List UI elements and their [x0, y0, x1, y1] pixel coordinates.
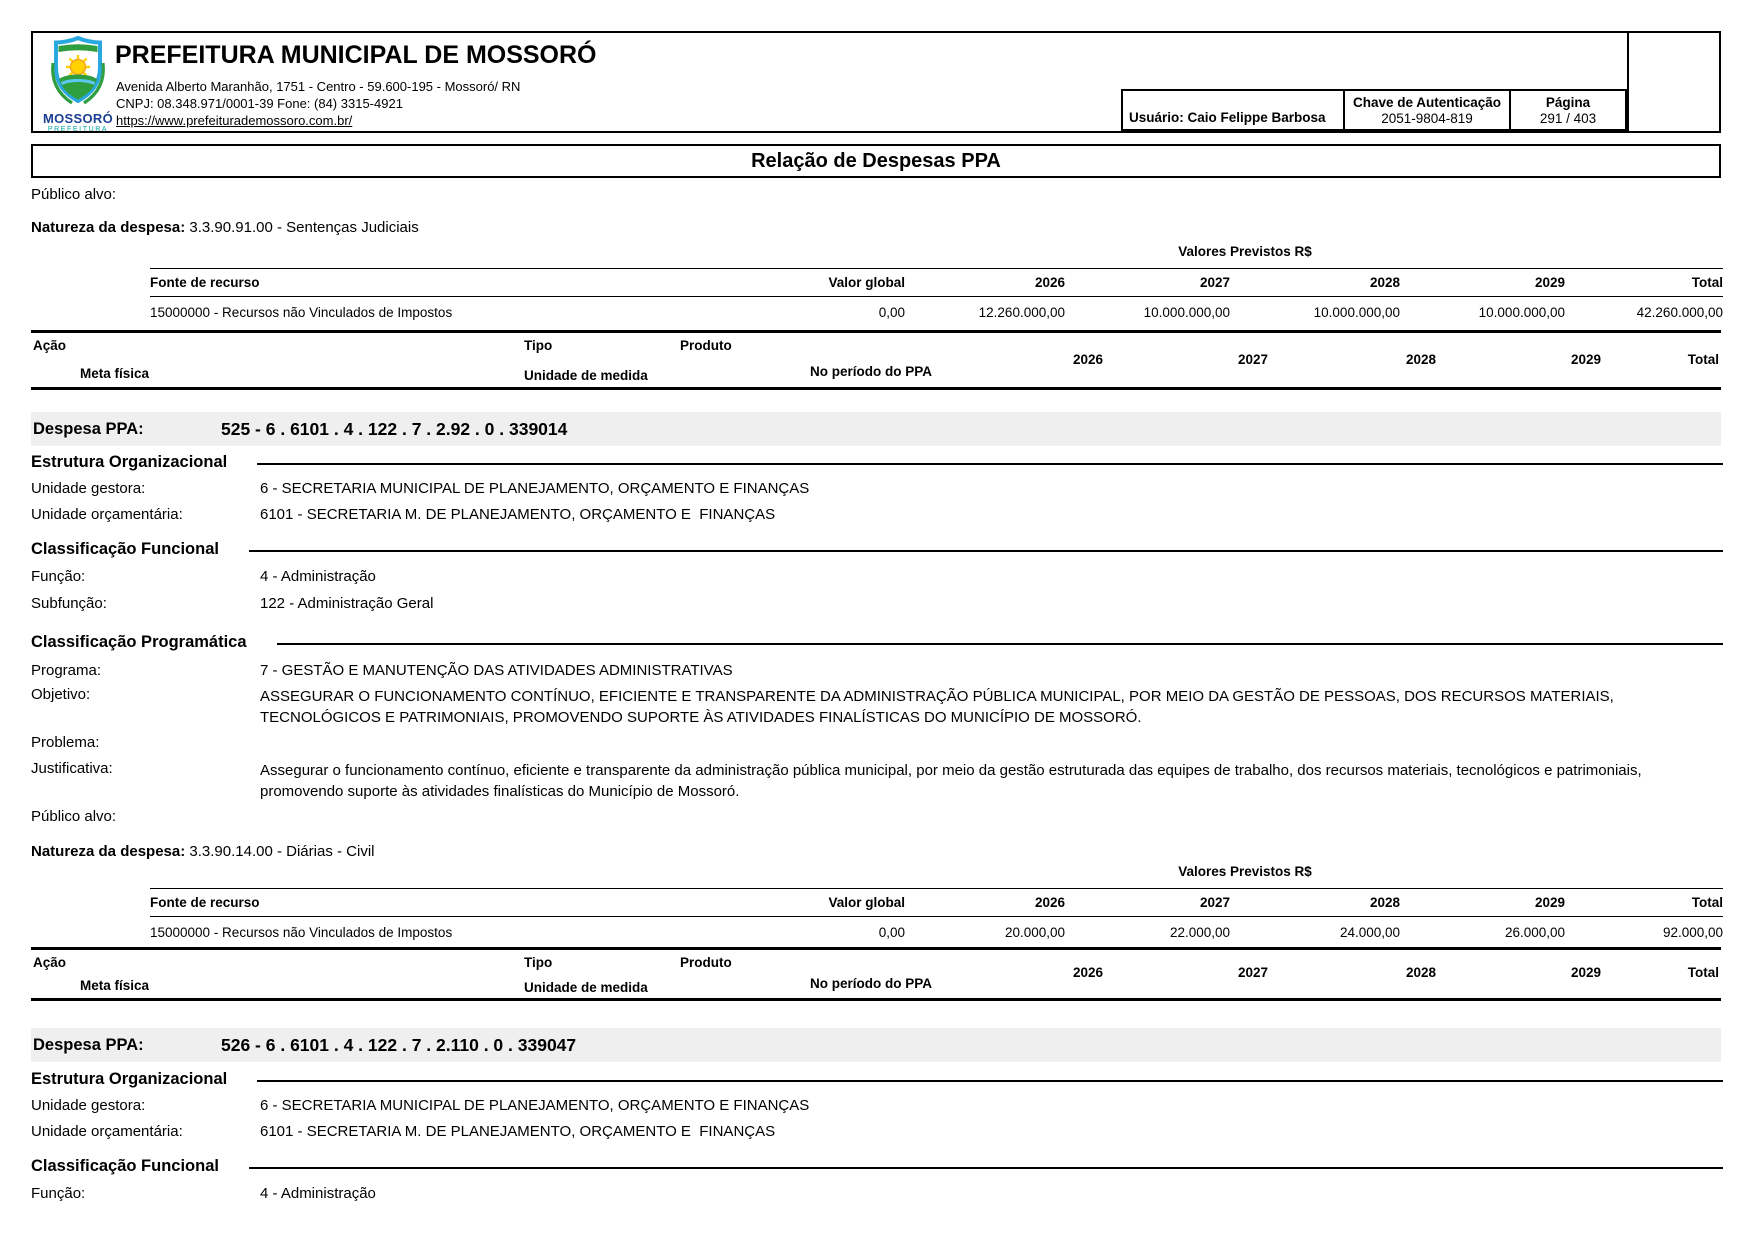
header-info-table: [1121, 89, 1627, 131]
auth-key-label: Chave de Autenticação: [1352, 94, 1502, 110]
section-rule: [257, 1080, 1723, 1082]
page-cell: [1511, 91, 1625, 129]
band-year-2026: 2026: [1072, 965, 1103, 980]
section-class-funcional: [31, 540, 1723, 559]
v2028-cell: 24.000,00: [1339, 925, 1400, 940]
section-rule: [249, 550, 1723, 552]
acao-band: [31, 947, 1721, 1001]
natureza-value: 3.3.90.14.00 - Diárias - Civil: [189, 843, 375, 860]
section-title: Estrutura Organizacional: [31, 1070, 228, 1088]
org-cnpj-phone: CNPJ: 08.348.971/0001-39 Fone: (84) 3315-4921: [116, 96, 403, 111]
logo-city-text: MOSSORÓ: [43, 111, 113, 126]
col-fonte: Fonte de recurso: [150, 275, 260, 290]
col-2027: 2027: [1199, 895, 1230, 910]
org-address: Avenida Alberto Maranhão, 1751 - Centro - 59.600-195 - Mossoró/ RN: [116, 79, 521, 94]
natureza-despesa-row: [31, 219, 419, 236]
table-header-row: [150, 888, 1723, 917]
valor-global-cell: 0,00: [878, 925, 905, 940]
valor-global-cell: 0,00: [878, 305, 905, 320]
col-2029: 2029: [1534, 895, 1565, 910]
col-fonte: Fonte de recurso: [150, 895, 260, 910]
acao-band: [31, 330, 1721, 390]
meta-fisica-label: Meta física: [80, 978, 150, 993]
mossoro-logo: [39, 35, 117, 133]
programa-label: Programa:: [31, 662, 102, 679]
total-cell: 42.260.000,00: [1636, 305, 1723, 320]
despesa-ppa-label: Despesa PPA:: [33, 420, 144, 438]
fonte-recurso-table: [150, 888, 1723, 948]
band-total: Total: [1687, 965, 1719, 980]
fonte-recurso-table: [150, 268, 1723, 328]
natureza-value: 3.3.90.91.00 - Sentenças Judiciais: [189, 219, 419, 236]
page-number: 291 / 403: [1539, 110, 1597, 126]
band-year-2029: 2029: [1570, 352, 1601, 367]
funcao-label: Função:: [31, 568, 86, 585]
section-class-funcional: [31, 1157, 1723, 1176]
acao-label: Ação: [33, 955, 67, 970]
section-title: Classificação Funcional: [31, 1157, 219, 1175]
page-label: Página: [1545, 94, 1591, 110]
natureza-label: Natureza da despesa:: [31, 843, 186, 860]
header-right-divider: [1627, 33, 1629, 131]
tipo-label: Tipo: [524, 955, 553, 970]
band-year-2028: 2028: [1405, 965, 1436, 980]
city-crest-icon: [45, 35, 111, 107]
unidade-orcamentaria-label: Unidade orçamentária:: [31, 1123, 183, 1140]
publico-alvo-row: Público alvo:: [31, 808, 117, 825]
tipo-label: Tipo: [524, 338, 553, 353]
col-2028: 2028: [1369, 895, 1400, 910]
section-title: Classificação Funcional: [31, 540, 219, 558]
despesa-ppa-label: Despesa PPA:: [33, 1036, 144, 1054]
fonte-cell: 15000000 - Recursos não Vinculados de Impostos: [150, 305, 453, 320]
col-2026: 2026: [1034, 895, 1065, 910]
col-2026: 2026: [1034, 275, 1065, 290]
col-total: Total: [1691, 275, 1723, 290]
publico-alvo-row: Público alvo:: [31, 186, 117, 203]
v2026-cell: 20.000,00: [1004, 925, 1065, 940]
unidade-gestora-value: 6 - SECRETARIA MUNICIPAL DE PLANEJAMENTO, ORÇAMENTO E FINANÇAS: [260, 1097, 810, 1114]
meta-fisica-label: Meta física: [80, 366, 150, 381]
org-name: PREFEITURA MUNICIPAL DE MOSSORÓ: [115, 41, 597, 69]
section-estrutura: [31, 1070, 1723, 1089]
auth-key-value: 2051-9804-819: [1381, 110, 1473, 126]
fonte-cell: 15000000 - Recursos não Vinculados de Impostos: [150, 925, 453, 940]
funcao-label: Função:: [31, 1185, 86, 1202]
unidade-medida-label: Unidade de medida: [524, 368, 648, 383]
auth-key-cell: [1345, 91, 1511, 129]
subfuncao-value: 122 - Administração Geral: [260, 595, 434, 612]
user-cell: Usuário: Caio Felippe Barbosa: [1123, 91, 1345, 129]
section-class-programatica: [31, 633, 1723, 652]
programa-value: 7 - GESTÃO E MANUTENÇÃO DAS ATIVIDADES ADMINISTRATIVAS: [260, 662, 733, 679]
natureza-label: Natureza da despesa:: [31, 219, 186, 236]
table-row: [150, 297, 1723, 328]
valores-previstos-title: Valores Previstos R$: [1178, 244, 1312, 259]
subfuncao-label: Subfunção:: [31, 595, 107, 612]
section-title: Classificação Programática: [31, 633, 247, 651]
org-website-link[interactable]: https://www.prefeiturademossoro.com.br/: [116, 113, 353, 128]
unidade-gestora-value: 6 - SECRETARIA MUNICIPAL DE PLANEJAMENTO, ORÇAMENTO E FINANÇAS: [260, 480, 810, 497]
despesa-ppa-bar: [31, 412, 1721, 446]
justificativa-value: Assegurar o funcionamento contínuo, eficiente e transparente da administração pública municipal, por meio da gestão estruturada das equipes de trabalho, dos recursos materiais, tecnológicos e patrimoniais, promovendo suporte às atividades finalísticas do Município de Mossoró.: [260, 762, 1642, 800]
objetivo-value: ASSEGURAR O FUNCIONAMENTO CONTÍNUO, EFICIENTE E TRANSPARENTE DA ADMINISTRAÇÃO PÚBLICA MUNICIPAL, POR MEIO DA GESTÃO DE PESSOAS, DOS RECURSOS MATERIAIS, TECNOLÓGICOS E PATRIMONIAIS, PROMOVENDO SUPORTE ÀS ATIVIDADES FINALÍSTICAS DO MUNICÍPIO DE MOSSORÓ.: [260, 688, 1614, 726]
col-valor-global: Valor global: [828, 895, 905, 910]
unidade-orcamentaria-value: 6101 - SECRETARIA M. DE PLANEJAMENTO, ORÇAMENTO E FINANÇAS: [260, 1123, 776, 1140]
unidade-orcamentaria-label: Unidade orçamentária:: [31, 506, 183, 523]
no-periodo-label: No período do PPA: [810, 364, 932, 379]
v2028-cell: 10.000.000,00: [1313, 305, 1400, 320]
valores-previstos-title: Valores Previstos R$: [1178, 864, 1312, 879]
despesa-ppa-bar: [31, 1028, 1721, 1062]
table-row: [150, 917, 1723, 948]
section-rule: [257, 463, 1723, 465]
table-header-row: [150, 268, 1723, 297]
objetivo-label: Objetivo:: [31, 686, 91, 703]
justificativa-label: Justificativa:: [31, 760, 113, 777]
col-valor-global: Valor global: [828, 275, 905, 290]
produto-label: Produto: [680, 955, 732, 970]
band-year-2027: 2027: [1237, 352, 1268, 367]
unidade-gestora-label: Unidade gestora:: [31, 1097, 146, 1114]
acao-label: Ação: [33, 338, 67, 353]
band-total: Total: [1687, 352, 1719, 367]
v2029-cell: 26.000,00: [1504, 925, 1565, 940]
no-periodo-label: No período do PPA: [810, 976, 932, 991]
col-total: Total: [1691, 895, 1723, 910]
despesa-ppa-code: 526 - 6 . 6101 . 4 . 122 . 7 . 2.110 . 0 . 339047: [221, 1035, 577, 1055]
col-2027: 2027: [1199, 275, 1230, 290]
natureza-despesa-row: [31, 843, 374, 860]
funcao-value: 4 - Administração: [260, 568, 376, 585]
total-cell: 92.000,00: [1662, 925, 1723, 940]
band-year-2027: 2027: [1237, 965, 1268, 980]
section-estrutura: [31, 453, 1723, 472]
section-title: Estrutura Organizacional: [31, 453, 228, 471]
band-year-2029: 2029: [1570, 965, 1601, 980]
report-title: Relação de Despesas PPA: [31, 144, 1721, 178]
v2026-cell: 12.260.000,00: [978, 305, 1065, 320]
v2029-cell: 10.000.000,00: [1478, 305, 1565, 320]
col-2029: 2029: [1534, 275, 1565, 290]
report-header: [31, 31, 1721, 133]
v2027-cell: 22.000,00: [1169, 925, 1230, 940]
despesa-ppa-code: 525 - 6 . 6101 . 4 . 122 . 7 . 2.92 . 0 . 339014: [221, 419, 568, 439]
section-rule: [277, 643, 1723, 645]
v2027-cell: 10.000.000,00: [1143, 305, 1230, 320]
band-year-2028: 2028: [1405, 352, 1436, 367]
unidade-gestora-label: Unidade gestora:: [31, 480, 146, 497]
unidade-orcamentaria-value: 6101 - SECRETARIA M. DE PLANEJAMENTO, ORÇAMENTO E FINANÇAS: [260, 506, 776, 523]
produto-label: Produto: [680, 338, 732, 353]
problema-label: Problema:: [31, 734, 100, 751]
col-2028: 2028: [1369, 275, 1400, 290]
logo-subtitle-text: PREFEITURA: [47, 126, 109, 133]
unidade-medida-label: Unidade de medida: [524, 980, 648, 995]
funcao-value: 4 - Administração: [260, 1185, 376, 1202]
section-rule: [249, 1167, 1723, 1169]
band-year-2026: 2026: [1072, 352, 1103, 367]
